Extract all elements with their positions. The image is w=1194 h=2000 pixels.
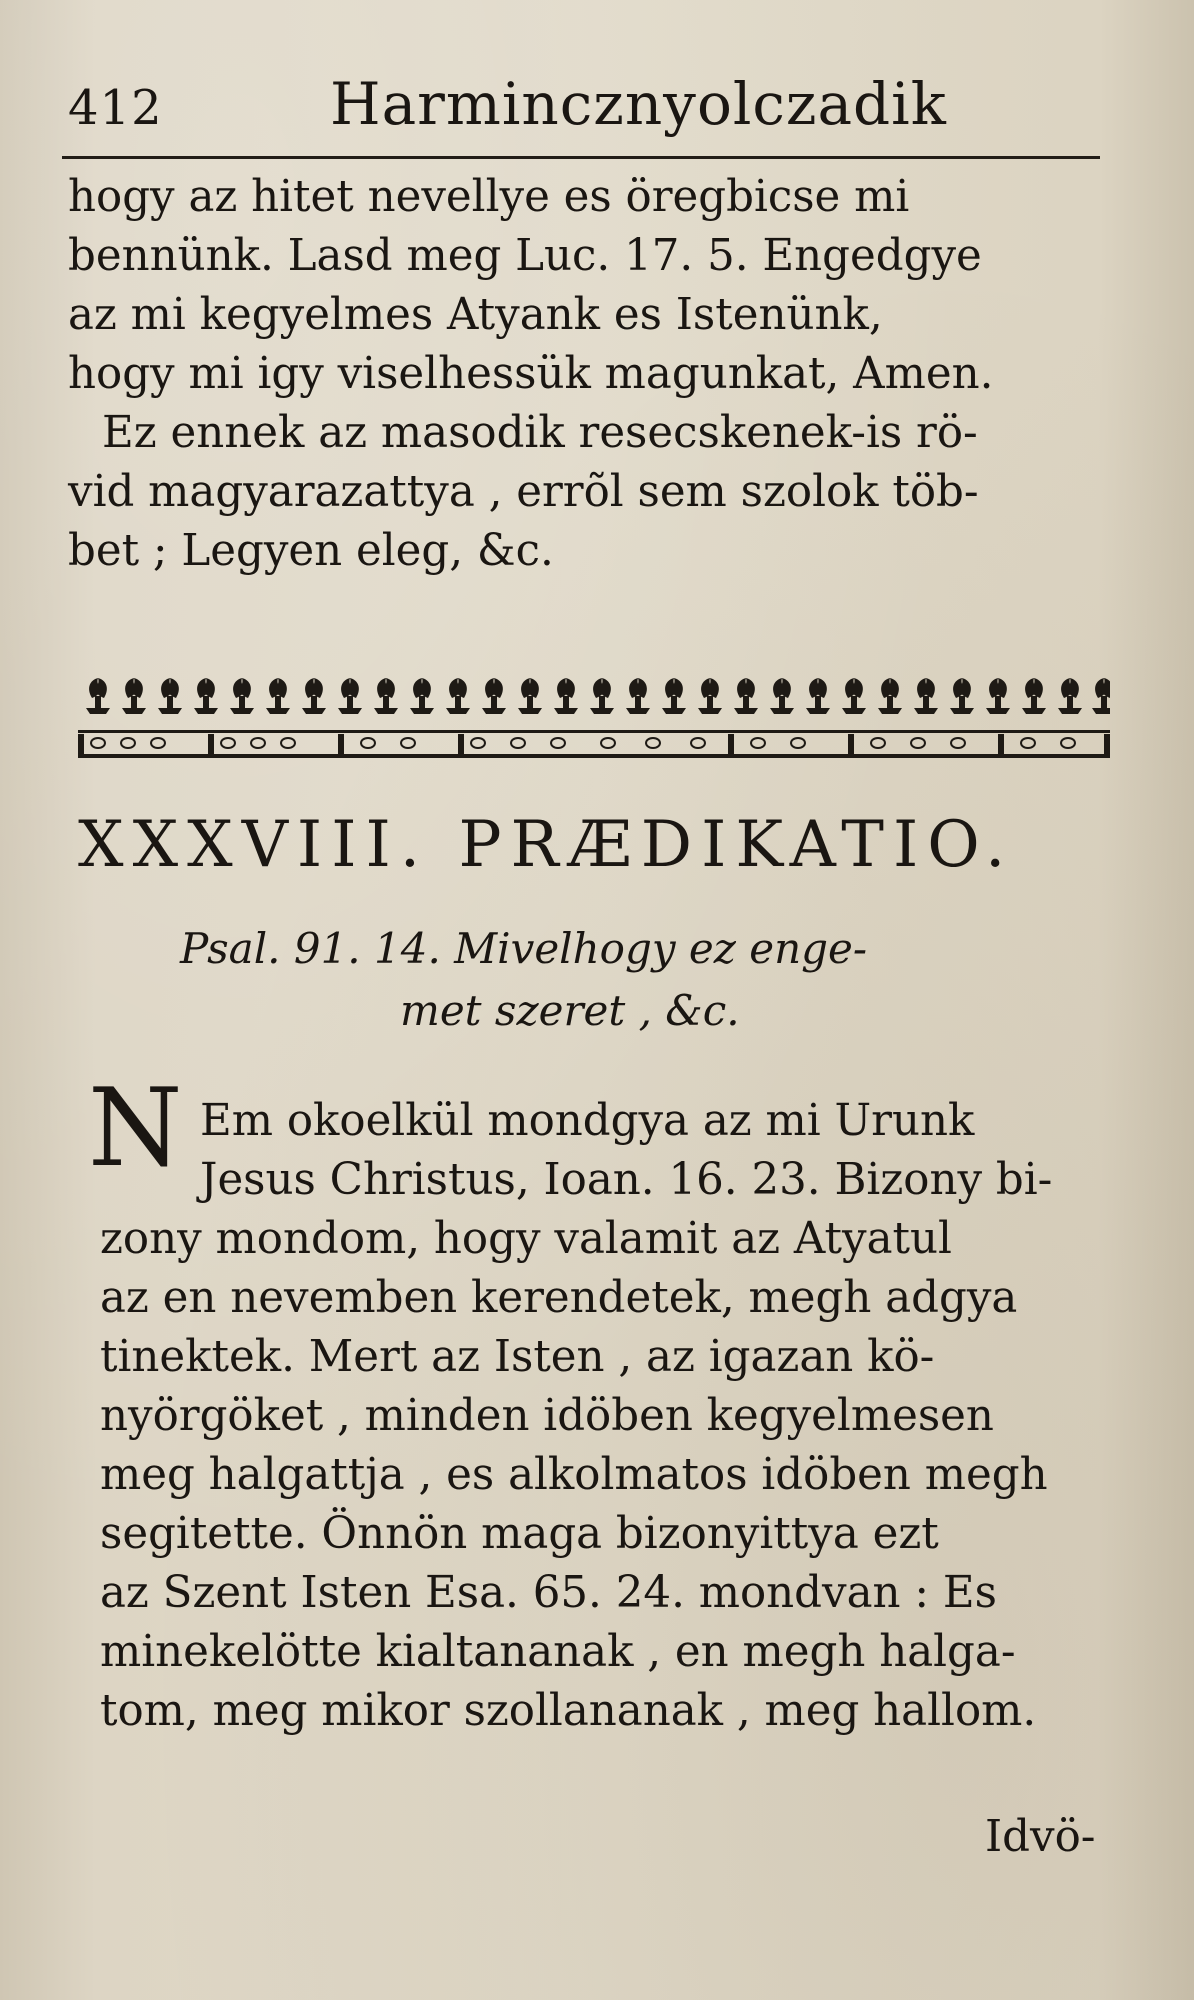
epigraph-line: Psal. 91. 14. Mivelhogy ez enge- xyxy=(180,924,868,973)
text-line: Jesus Christus, Ioan. 16. 23. Bizony bi- xyxy=(200,1155,1053,1205)
sermon-body xyxy=(100,1092,1150,1741)
fleuron-row xyxy=(86,678,1110,714)
printers-ornament-band xyxy=(78,668,1110,768)
text-line: hogy mi igy viselhessük magunkat, Amen. xyxy=(68,349,994,399)
text-line: tom, meg mikor szollananak , meg hallom. xyxy=(100,1686,1037,1736)
text-line: zony mondom, hogy valamit az Atyatul xyxy=(100,1214,952,1264)
closing-paragraph xyxy=(68,168,1118,581)
text-line: az mi kegyelmes Atyank es Istenünk, xyxy=(68,290,883,340)
text-line: bennünk. Lasd meg Luc. 17. 5. Engedgye xyxy=(68,231,982,281)
text-line: segitette. Önnön maga bizonyittya ezt xyxy=(100,1509,939,1559)
text-line: hogy az hitet nevellye es öregbicse mi xyxy=(68,172,910,222)
header-rule xyxy=(62,156,1100,159)
text-line: tinektek. Mert az Isten , az igazan kö- xyxy=(100,1332,935,1382)
text-line: az Szent Isten Esa. 65. 24. mondvan : Es xyxy=(100,1568,997,1618)
epigraph-line: met szeret , &c. xyxy=(400,986,740,1035)
running-title: Harmincznyolczadik xyxy=(330,70,947,138)
drop-cap-initial: N xyxy=(88,1066,183,1191)
text-line: bet ; Legyen eleg, &c. xyxy=(68,526,554,576)
text-line: az en nevemben kerendetek, megh adgya xyxy=(100,1273,1018,1323)
text-line: nyörgöket , minden idöben kegyelmesen xyxy=(100,1391,994,1441)
sermon-heading: XXXVIII. PRÆDIKATIO. xyxy=(78,808,1015,882)
scripture-epigraph xyxy=(180,918,1080,1042)
page-number: 412 xyxy=(68,80,163,136)
text-line: minekelötte kialtananak , en megh halga- xyxy=(100,1627,1016,1677)
page-header xyxy=(68,62,1098,152)
catchword: Idvö- xyxy=(985,1812,1096,1862)
text-line: meg halgattja , es alkolmatos idöben megh xyxy=(100,1450,1048,1500)
text-line: Ez ennek az masodik resecskenek-is rö- xyxy=(102,408,978,458)
ornament-border-strip xyxy=(78,730,1110,758)
text-line: Em okoelkül mondgya az mi Urunk xyxy=(200,1096,975,1146)
text-line: vid magyarazattya , errõl sem szolok töb- xyxy=(68,467,979,517)
